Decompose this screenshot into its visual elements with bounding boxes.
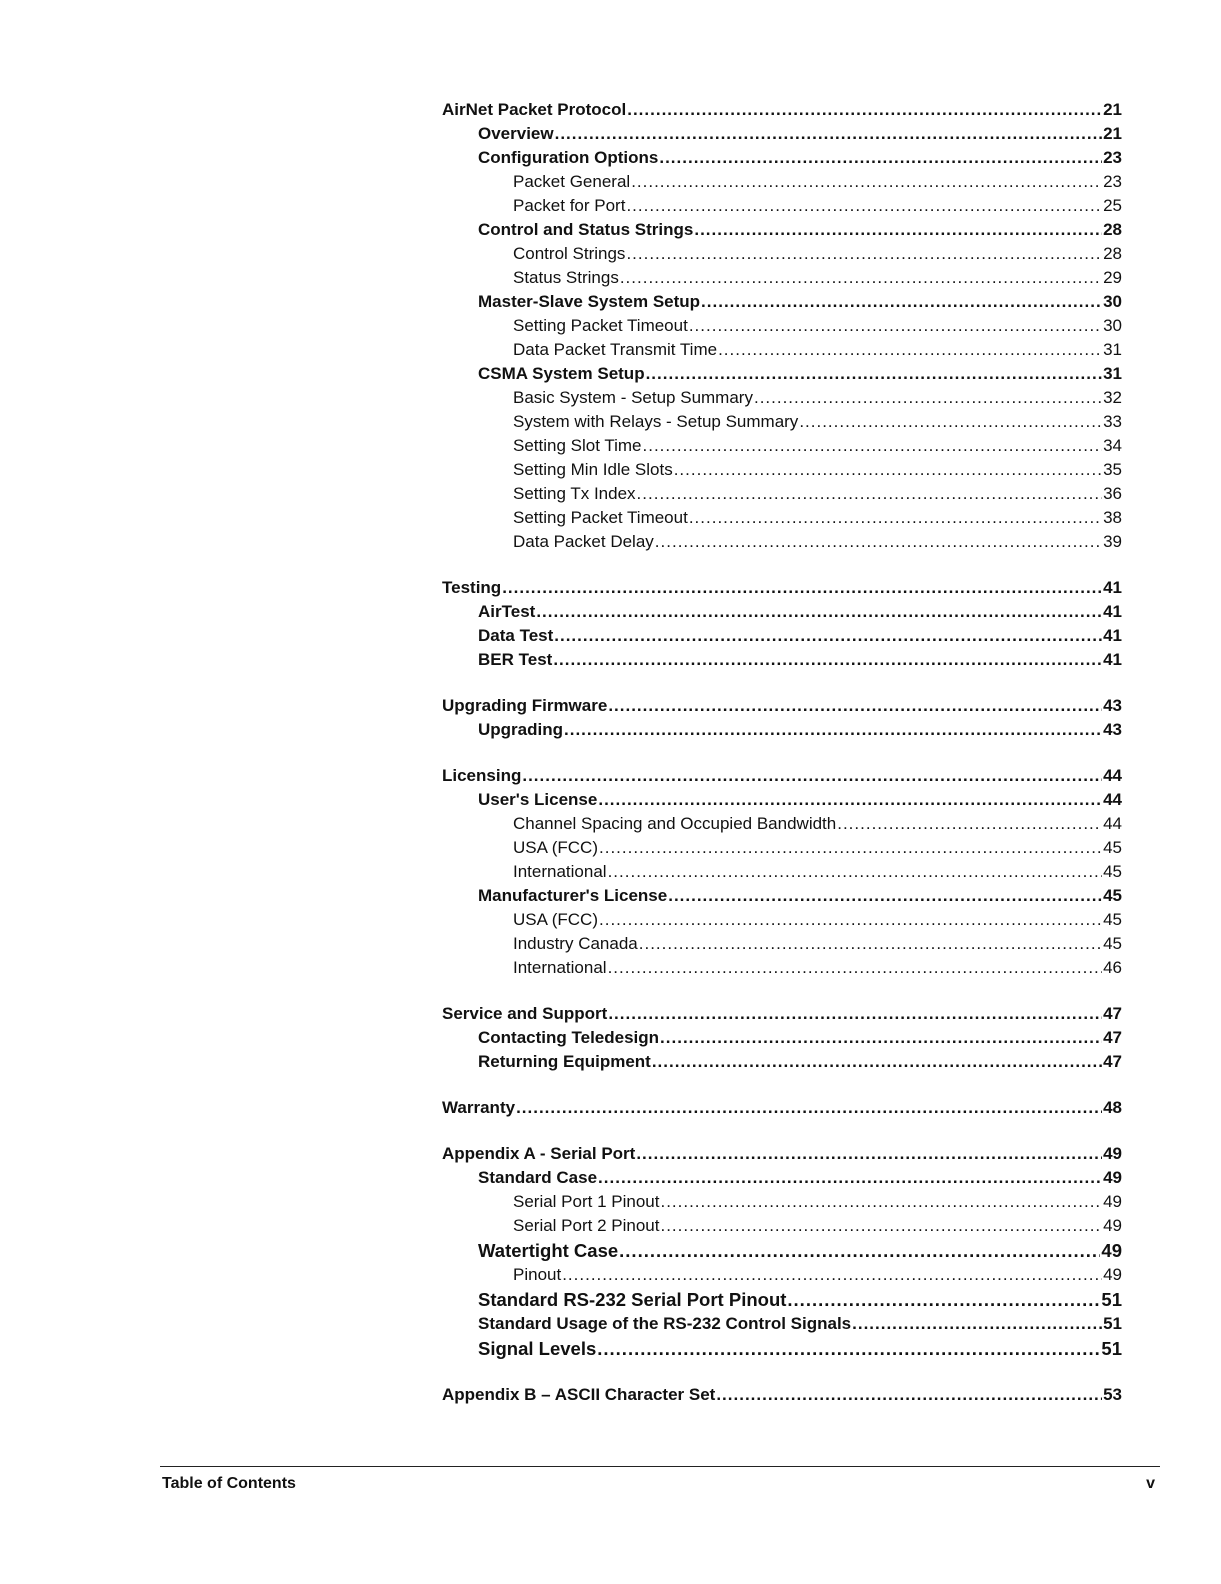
toc-entry-title: Standard RS-232 Serial Port Pinout [478, 1289, 787, 1310]
toc-entry[interactable] [440, 290, 1122, 314]
toc-dot-leader [516, 1096, 1102, 1120]
toc-entry[interactable] [440, 600, 1122, 624]
toc-dot-leader [660, 1190, 1102, 1214]
toc-entry[interactable] [440, 1142, 1122, 1166]
toc-entry-page: 41 [1103, 602, 1122, 621]
toc-entry-title: Basic System - Setup Summary [513, 388, 753, 407]
toc-dot-leader [555, 122, 1102, 146]
toc-dot-leader [660, 1214, 1102, 1238]
toc-entry-title: Standard Usage of the RS-232 Control Signals [478, 1314, 852, 1333]
toc-entry-title: Contacting Teledesign [478, 1028, 660, 1047]
toc-entry-title: International [513, 862, 607, 881]
toc-dot-leader [608, 1002, 1102, 1026]
toc-entry[interactable] [440, 170, 1122, 194]
toc-entry-page: 45 [1103, 910, 1122, 929]
toc-entry[interactable] [440, 1026, 1122, 1050]
toc-entry[interactable] [440, 1096, 1122, 1120]
toc-entry-page: 21 [1103, 100, 1122, 119]
toc-entry-title: Appendix B – ASCII Character Set [442, 1385, 716, 1404]
toc-entry-title: Serial Port 2 Pinout [513, 1216, 660, 1235]
toc-entry-page: 23 [1103, 148, 1122, 167]
toc-dot-leader [553, 648, 1102, 672]
toc-entry-page: 43 [1103, 696, 1122, 715]
toc-entry[interactable] [440, 764, 1122, 788]
toc-entry-title: Setting Packet Timeout [513, 508, 688, 527]
toc-entry[interactable] [440, 648, 1122, 672]
toc-entry-title: AirTest [478, 602, 536, 621]
toc-entry-page: 45 [1103, 886, 1122, 905]
toc-entry-title: Packet General [513, 172, 631, 191]
toc-entry[interactable] [440, 1238, 1122, 1263]
toc-dot-leader [631, 170, 1102, 194]
toc-dot-leader [643, 434, 1103, 458]
toc-entry-page: 39 [1103, 532, 1122, 551]
toc-entry-title: Appendix A - Serial Port [442, 1144, 636, 1163]
toc-dot-leader [652, 1050, 1102, 1074]
toc-entry[interactable] [440, 146, 1122, 170]
toc-entry-page: 45 [1103, 862, 1122, 881]
toc-entry-title: Control and Status Strings [478, 220, 694, 239]
toc-entry-title: BER Test [478, 650, 553, 669]
toc-entry[interactable] [440, 242, 1122, 266]
toc-entry-title: Serial Port 1 Pinout [513, 1192, 660, 1211]
toc-dot-leader [754, 386, 1102, 410]
toc-dot-leader [608, 860, 1103, 884]
toc-entry-page: 29 [1103, 268, 1122, 287]
toc-entry-title: Upgrading [478, 720, 563, 739]
toc-dot-leader [598, 1166, 1102, 1190]
toc-dot-leader [787, 1287, 1100, 1312]
toc-entry-title: Setting Tx Index [513, 484, 636, 503]
toc-entry[interactable] [440, 1383, 1122, 1407]
toc-entry-page: 47 [1103, 1004, 1122, 1023]
toc-dot-leader [599, 908, 1102, 932]
toc-entry-page: 21 [1103, 124, 1122, 143]
toc-entry-title: Industry Canada [513, 934, 638, 953]
toc-entry[interactable] [440, 338, 1122, 362]
toc-entry[interactable] [440, 410, 1122, 434]
footer-page-number: v [1146, 1475, 1155, 1492]
toc-entry-title: Packet for Port [513, 196, 626, 215]
toc-entry[interactable] [440, 530, 1122, 554]
toc-entry[interactable] [440, 884, 1122, 908]
toc-entry-title: CSMA System Setup [478, 364, 645, 383]
toc-entry-page: 32 [1103, 388, 1122, 407]
toc-dot-leader [564, 718, 1102, 742]
toc-dot-leader [799, 410, 1102, 434]
toc-entry-title: Setting Min Idle Slots [513, 460, 673, 479]
toc-entry-page: 48 [1103, 1098, 1122, 1117]
toc-entry[interactable] [440, 860, 1122, 884]
toc-entry-page: 41 [1103, 626, 1122, 645]
toc-entry-page: 51 [1101, 1338, 1122, 1359]
toc-dot-leader [674, 458, 1102, 482]
toc-entry-title: Manufacturer's License [478, 886, 668, 905]
toc-entry[interactable] [440, 194, 1122, 218]
toc-entry-page: 25 [1103, 196, 1122, 215]
toc-entry-page: 47 [1103, 1028, 1122, 1047]
toc-dot-leader [660, 1026, 1102, 1050]
toc-entry-title: International [513, 958, 607, 977]
toc-entry[interactable] [440, 576, 1122, 600]
toc-dot-leader [627, 98, 1102, 122]
toc-entry-page: 30 [1103, 292, 1122, 311]
toc-entry-title: Licensing [442, 766, 522, 785]
toc-entry-page: 49 [1103, 1144, 1122, 1163]
toc-entry[interactable] [440, 1263, 1122, 1287]
toc-entry[interactable] [440, 98, 1122, 122]
toc-entry[interactable] [440, 506, 1122, 530]
toc-entry[interactable] [440, 1166, 1122, 1190]
toc-entry-title: Standard Case [478, 1168, 598, 1187]
toc-dot-leader [636, 1142, 1102, 1166]
toc-entry[interactable] [440, 1190, 1122, 1214]
toc-dot-leader [502, 576, 1102, 600]
toc-entry-page: 33 [1103, 412, 1122, 431]
toc-entry[interactable] [440, 932, 1122, 956]
toc-entry-page: 44 [1103, 766, 1122, 785]
toc-dot-leader [689, 506, 1102, 530]
toc-entry-page: 49 [1103, 1192, 1122, 1211]
toc-entry-page: 44 [1103, 790, 1122, 809]
toc-entry[interactable] [440, 908, 1122, 932]
toc-entry[interactable] [440, 694, 1122, 718]
toc-entry[interactable] [440, 1287, 1122, 1312]
toc-entry[interactable] [440, 718, 1122, 742]
toc-entry-page: 45 [1103, 934, 1122, 953]
toc-entry-page: 30 [1103, 316, 1122, 335]
toc-dot-leader [554, 624, 1102, 648]
toc-entry-title: Watertight Case [478, 1240, 619, 1261]
toc-entry[interactable] [440, 1002, 1122, 1026]
toc-entry-title: Data Packet Transmit Time [513, 340, 718, 359]
toc-entry-title: Upgrading Firmware [442, 696, 608, 715]
toc-dot-leader [639, 932, 1102, 956]
toc-dot-leader [626, 194, 1102, 218]
toc-entry-title: Returning Equipment [478, 1052, 651, 1071]
toc-entry[interactable] [440, 482, 1122, 506]
toc-entry[interactable] [440, 1214, 1122, 1238]
toc-entry-page: 31 [1103, 340, 1122, 359]
toc-entry-page: 35 [1103, 460, 1122, 479]
toc-entry-title: Setting Slot Time [513, 436, 642, 455]
toc-dot-leader [694, 218, 1102, 242]
toc-entry[interactable] [440, 836, 1122, 860]
toc-dot-leader [689, 314, 1102, 338]
toc-entry[interactable] [440, 1336, 1122, 1361]
toc-entry-title: Setting Packet Timeout [513, 316, 688, 335]
toc-entry-page: 49 [1101, 1240, 1122, 1261]
toc-entry-page: 36 [1103, 484, 1122, 503]
toc-dot-leader [599, 836, 1102, 860]
toc-entry-title: Master-Slave System Setup [478, 292, 701, 311]
toc-dot-leader [655, 530, 1102, 554]
toc-entry-page: 53 [1103, 1385, 1122, 1404]
toc-dot-leader [562, 1263, 1102, 1287]
toc-entry[interactable] [440, 1050, 1122, 1074]
toc-entry-title: Configuration Options [478, 148, 659, 167]
toc-entry-page: 43 [1103, 720, 1122, 739]
toc-dot-leader [597, 1336, 1100, 1361]
toc-dot-leader [646, 362, 1103, 386]
toc-entry-title: Service and Support [442, 1004, 608, 1023]
toc-entry-title: Pinout [513, 1265, 562, 1284]
footer-section-title: Table of Contents [162, 1475, 296, 1492]
footer-divider [160, 1466, 1160, 1467]
toc-entry[interactable] [440, 266, 1122, 290]
toc-dot-leader [716, 1383, 1102, 1407]
toc-entry-title: Testing [442, 578, 502, 597]
toc-entry-page: 34 [1103, 436, 1122, 455]
toc-dot-leader [637, 482, 1103, 506]
toc-dot-leader [620, 266, 1102, 290]
toc-entry-title: USA (FCC) [513, 838, 598, 857]
toc-entry-page: 49 [1103, 1168, 1122, 1187]
toc-entry-page: 49 [1103, 1216, 1122, 1235]
toc-entry[interactable] [440, 362, 1122, 386]
toc-dot-leader [608, 694, 1102, 718]
toc-entry[interactable] [440, 122, 1122, 146]
toc-entry-title: System with Relays - Setup Summary [513, 412, 799, 431]
toc-entry[interactable] [440, 956, 1122, 980]
toc-entry[interactable] [440, 314, 1122, 338]
toc-entry-title: Channel Spacing and Occupied Bandwidth [513, 814, 837, 833]
toc-entry-title: Control Strings [513, 244, 626, 263]
toc-entry[interactable] [440, 1312, 1122, 1336]
toc-entry-page: 28 [1103, 220, 1122, 239]
toc-entry[interactable] [440, 386, 1122, 410]
toc-entry-page: 47 [1103, 1052, 1122, 1071]
toc-entry-page: 46 [1103, 958, 1122, 977]
toc-dot-leader [852, 1312, 1102, 1336]
toc-entry-page: 23 [1103, 172, 1122, 191]
toc-dot-leader [718, 338, 1102, 362]
toc-entry-page: 51 [1103, 1314, 1122, 1333]
toc-entry-page: 31 [1103, 364, 1122, 383]
toc-entry-title: Data Packet Delay [513, 532, 654, 551]
toc-entry-title: Data Test [478, 626, 554, 645]
toc-entry[interactable] [440, 218, 1122, 242]
toc-dot-leader [536, 600, 1102, 624]
toc-entry-page: 41 [1103, 578, 1122, 597]
toc-entry-page: 41 [1103, 650, 1122, 669]
toc-dot-leader [608, 956, 1103, 980]
toc-entry-title: User's License [478, 790, 598, 809]
toc-entry-title: Overview [478, 124, 554, 143]
toc-dot-leader [626, 242, 1102, 266]
toc-entry-title: USA (FCC) [513, 910, 598, 929]
toc-dot-leader [598, 788, 1102, 812]
toc-entry-title: Warranty [442, 1098, 516, 1117]
toc-dot-leader [659, 146, 1102, 170]
toc-entry[interactable] [440, 434, 1122, 458]
toc-dot-leader [522, 764, 1102, 788]
table-of-contents [440, 98, 1122, 1407]
toc-entry-page: 28 [1103, 244, 1122, 263]
toc-entry[interactable] [440, 458, 1122, 482]
toc-entry-page: 45 [1103, 838, 1122, 857]
toc-dot-leader [837, 812, 1102, 836]
toc-entry-title: Status Strings [513, 268, 619, 287]
toc-entry-title: AirNet Packet Protocol [442, 100, 627, 119]
toc-entry-title: Signal Levels [478, 1338, 597, 1359]
toc-entry[interactable] [440, 812, 1122, 836]
toc-entry[interactable] [440, 624, 1122, 648]
toc-dot-leader [619, 1238, 1100, 1263]
toc-entry-page: 38 [1103, 508, 1122, 527]
toc-entry[interactable] [440, 788, 1122, 812]
toc-dot-leader [668, 884, 1102, 908]
toc-dot-leader [701, 290, 1102, 314]
toc-entry-page: 51 [1101, 1289, 1122, 1310]
toc-entry-page: 49 [1103, 1265, 1122, 1284]
toc-entry-page: 44 [1103, 814, 1122, 833]
